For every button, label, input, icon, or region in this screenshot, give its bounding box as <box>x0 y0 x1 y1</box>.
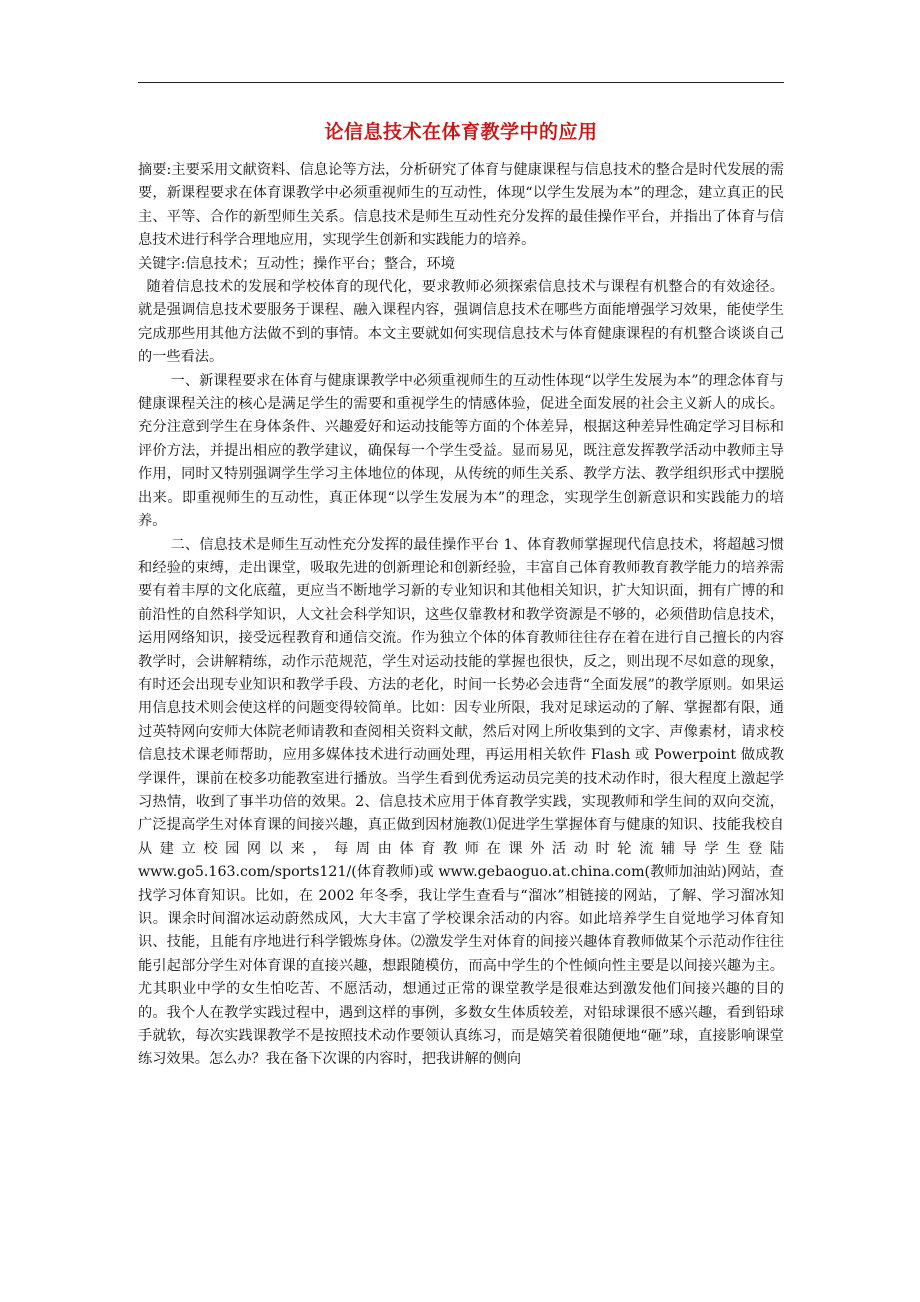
section-two-paragraph: 二、信息技术是师生互动性充分发挥的最佳操作平台 1、体育教师掌握现代信息技术，将超越习惯和经验的束缚，走出课堂，吸取先进的创新理论和创新经验，丰富自己体育教师教育教学能力的培养需要有着丰厚的文化底蕴，更应当不断地学习新的专业知识和其他相关知识，扩大知识面，拥有广博的和前沿性的自然科学知识，人文社会科学知识，这些仅靠教材和教学资源是不够的，必须借助信息技术，运用网络知识，接受远程教育和通信交流。作为独立个体的体育教师往往存在着在进行自己擅长的内容教学时，会讲解精练，动作示范规范，学生对运动技能的掌握也很快，反之，则出现不尽如意的现象，有时还会出现专业知识和教学手段、方法的老化，时间一长势必会违背“全面发展”的教学原则。如果运用信息技术则会使这样的问题变得较简单。比如：因专业所限，我对足球运动的了解、掌握都有限，通过英特网向安师大体院老师请教和查阅相关资料文献，然后对网上所收集到的文字、声像素材，请求校信息技术课老师帮助，应用多媒体技术进行动画处理，再运用相关软件 Flash 或 Powerpoint 做成教学课件，课前在校多功能教室进行播放。当学生看到优秀运动员完美的技术动作时，很大程度上激起学习热情，收到了事半功倍的效果。2、信息技术应用于体育教学实践，实现教师和学生间的双向交流，广泛提高学生对体育课的间接兴趣，真正做到因材施教⑴促进学生掌握体育与健康的知识、技能我校自从建立校园网以来，每周由体育教师在课外活动时轮流辅导学生登陆 www.go5.163.com/sports121/(体育教师)或 www.gebaoguo.at.china.com(教师加油站)网站，查找学习体育知识。比如，在 2002 年冬季，我让学生查看与“溜冰”相链接的网站，了解、学习溜冰知识。课余时间溜冰运动蔚然成风，大大丰富了学校课余活动的内容。如此培养学生自觉地学习体育知识、技能，且能有序地进行科学锻炼身体。⑵激发学生对体育的间接兴趣体育教师做某个示范动作往往能引起部分学生对体育课的直接兴趣，想跟随模仿，而高中学生的个性倾向性主要是以间接兴趣为主。尤其职业中学的女生怕吃苦、不愿活动，想通过正常的课堂教学是很难达到激发他们间接兴趣的目的的。我个人在教学实践过程中，遇到这样的事例，多数女生体质较差，对铅球课很不感兴趣，看到铅球手就软，每次实践课教学不是按照技术动作要领认真练习，而是嬉笑着很随便地“砸”球，直接影响课堂练习效果。怎么办？我在备下次课的内容时，把我讲解的侧向 <box>138 536 784 1068</box>
abstract-paragraph: 摘要:主要采用文献资料、信息论等方法，分析研究了体育与健康课程与信息技术的整合是时代发展的需要，新课程要求在体育课教学中必须重视师生的互动性，体现“以学生发展为本”的理念，建立真正的民主、平等、合作的新型师生关系。信息技术是师生互动性充分发挥的最佳操作平台，并指出了体育与信息技术进行科学合理地应用，实现学生创新和实践能力的培养。 <box>138 162 784 249</box>
section-one-paragraph: 一、新课程要求在体育与健康课教学中必须重视师生的互动性体现“以学生发展为本”的理念体育与健康课程关注的核心是满足学生的需要和重视学生的情感体验，促进全面发展的社会主义新人的成长。充分注意到学生在身体条件、兴趣爱好和运动技能等方面的个体差异，根据这种差异性确定学习目标和评价方法，并提出相应的教学建议，确保每一个学生受益。显而易见，既注意发挥教学活动中教师主导作用，同时又特别强调学生学习主体地位的体现，从传统的师生关系、教学方法、教学组织形式中摆脱出来。即重视师生的互动性，真正体现“以学生发展为本”的理念，实现学生创新意识和实践能力的培养。 <box>138 372 784 530</box>
keywords-line: 关键字:信息技术；互动性；操作平台；整合，环境 <box>138 255 455 272</box>
document-title: 论信息技术在体育教学中的应用 <box>324 121 598 143</box>
header-rule <box>138 82 784 83</box>
intro-paragraph: 随着信息技术的发展和学校体育的现代化，要求教师必须探索信息技术与课程有机整合的有效途径。就是强调信息技术要服务于课程、融入课程内容，强调信息技术在哪些方面能增强学习效果，能使学生完成那些用其他方法做不到的事情。本文主要就如何实现信息技术与体育健康课程的有机整合谈谈自己的一些看法。 <box>138 279 784 366</box>
document-body <box>138 159 784 1072</box>
